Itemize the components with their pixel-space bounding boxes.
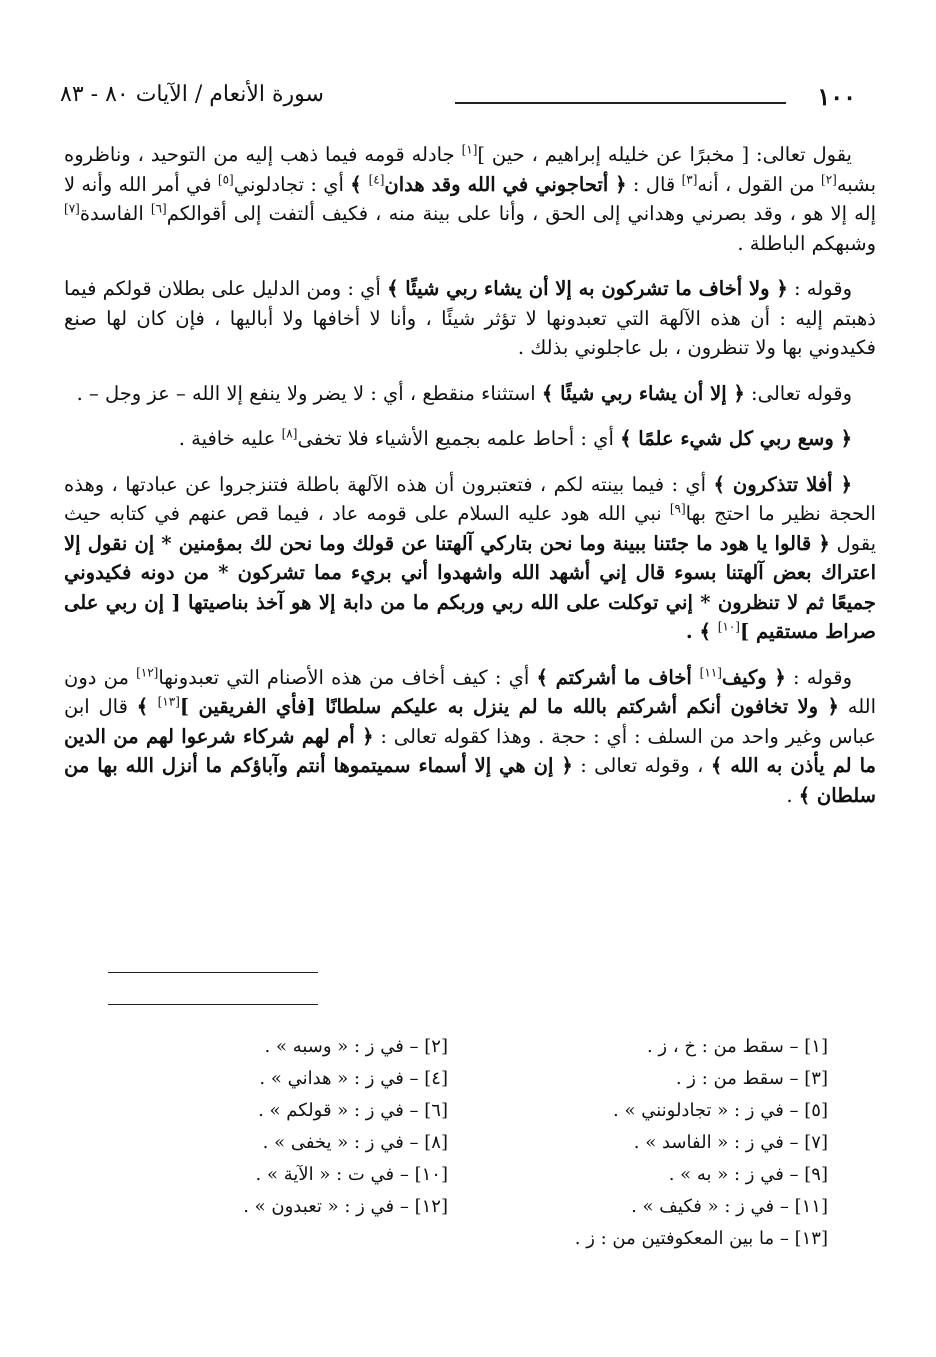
footnote: [٦] – في ز : « قولكم » . xyxy=(258,1099,448,1121)
footnote: [٧] – في ز : « الفاسد » . xyxy=(633,1131,828,1153)
footnotes xyxy=(68,1030,828,1254)
footnote: [١] – سقط من : خ ، ز . xyxy=(646,1035,828,1057)
footnote-row xyxy=(68,1158,828,1190)
paragraph-3: وقوله تعالى: ﴿ إلا أن يشاء ربي شيئًا ﴾ استثناء منقطع ، أي : لا يضر ولا ينفع إلا الله – عز وجل – . xyxy=(76,381,852,405)
footnote-row xyxy=(68,1222,828,1254)
paragraph-1: يقول تعالى: [ مخبرًا عن خليله إبراهيم ، حين ][١] جادله قومه فيما ذهب إليه من التوحيد ، وناظروه بشبه[٢] من القول ، أنه[٣] قال : ﴿ أتحاجوني في الله وقد هدان[٤] ﴾ أي : تجادلوني[٥] في أمر الله وأنه لا إله إلا هو ، وقد بصرني وهداني إلى الحق ، وأنا على بينة منه ، فكيف ألتفت إلى أقوالكم[٦] الفاسدة[٧] وشبهكم الباطلة . xyxy=(64,142,876,255)
paragraph-5: ﴿ أفلا تتذكرون ﴾ أي : فيما بينته لكم ، فتعتبرون أن هذه الآلهة باطلة فتنزجروا عن عبادتها ، وهذه الحجة نظير ما احتج بها[٩] نبي الله هود عليه السلام على قومه عاد ، فيما قص عنهم في كتابه حيث يقول ﴿ قالوا يا هود ما جئتنا ببينة وما نحن بتاركي آلهتنا عن قولك وما نحن لك بمؤمنين * إن نقول إلا اعتراك بعض آلهتنا بسوء قال إني أشهد الله واشهدوا أني بريء مما تشركون * من دونه فكيدوني جميعًا ثم لا تنظرون * إني توكلت على الله ربي وربكم ما من دابة إلا هو آخذ بناصيتها [ إن ربي على صراط مستقيم ][١٠] ﴾ . xyxy=(64,472,877,643)
running-title: سورة الأنعام / الآيات ٨٠ - ٨٣ xyxy=(60,82,324,107)
footnote: [١٢] – في ز : « تعبدون » . xyxy=(243,1195,448,1217)
footnote: [١٠] – في ت : « الآية » . xyxy=(255,1163,448,1185)
page-number: ١٠٠ xyxy=(817,82,856,111)
footnote-row xyxy=(68,1190,828,1222)
footnote: [٤] – في ز : « هداني » . xyxy=(259,1067,448,1089)
footnote: [١١] – في ز : « فكيف » . xyxy=(631,1195,828,1217)
footnote-row xyxy=(68,1030,828,1062)
footnote: [٥] – في ز : « تجادلونني » . xyxy=(613,1099,828,1121)
paragraph-6: وقوله : ﴿ وكيف[١١] أخاف ما أشركتم ﴾ أي : كيف أخاف من هذه الأصنام التي تعبدونها[١٢] من دون الله ﴿ ولا تخافون أنكم أشركتم بالله ما لم ينزل به عليكم سلطانًا [فأي الفريقين ][١٣] ﴾ قال ابن عباس وغير واحد من السلف : أي : حجة . وهذا كقوله تعالى : ﴿ أم لهم شركاء شرعوا لهم من الدين ما لم يأذن به الله ﴾ ، وقوله تعالى : ﴿ إن هي إلا أسماء سميتموها أنتم وآباؤكم ما أنزل الله بها من سلطان ﴾ . xyxy=(64,665,877,807)
footnote-row xyxy=(68,1062,828,1094)
paragraph-4: ﴿ وسع ربي كل شيء علمًا ﴾ أي : أحاط علمه بجميع الأشياء فلا تخفى[٨] عليه خافية . xyxy=(178,426,852,450)
footnote-row xyxy=(68,1094,828,1126)
footnote-separator xyxy=(108,1004,318,1005)
separator-line xyxy=(108,972,318,973)
footnote: [٩] – في ز : « به » . xyxy=(668,1163,828,1185)
footnote: [٣] – سقط من : ز . xyxy=(675,1067,828,1089)
paragraph-2: وقوله : ﴿ ولا أخاف ما تشركون به إلا أن يشاء ربي شيئًا ﴾ أي : ومن الدليل على بطلان قولكم فيما ذهبتم إليه : أن هذه الآلهة التي تعبدونها لا تؤثر شيئًا ، وأنا لا أخافها ولا أباليها ، فإن كان لها صنع فكيدوني بها ولا تنظرون ، بل عاجلوني بذلك . xyxy=(64,277,876,359)
main-text xyxy=(64,140,876,826)
header-rule xyxy=(455,102,786,104)
footnote-row xyxy=(68,1126,828,1158)
page-header xyxy=(60,82,856,118)
footnote: [٨] – في ز : « يخفى » . xyxy=(262,1131,448,1153)
footnote: [١٣] – ما بين المعكوفتين من : ز . xyxy=(574,1227,828,1249)
footnote: [٢] – في ز : « وسبه » . xyxy=(264,1035,448,1057)
